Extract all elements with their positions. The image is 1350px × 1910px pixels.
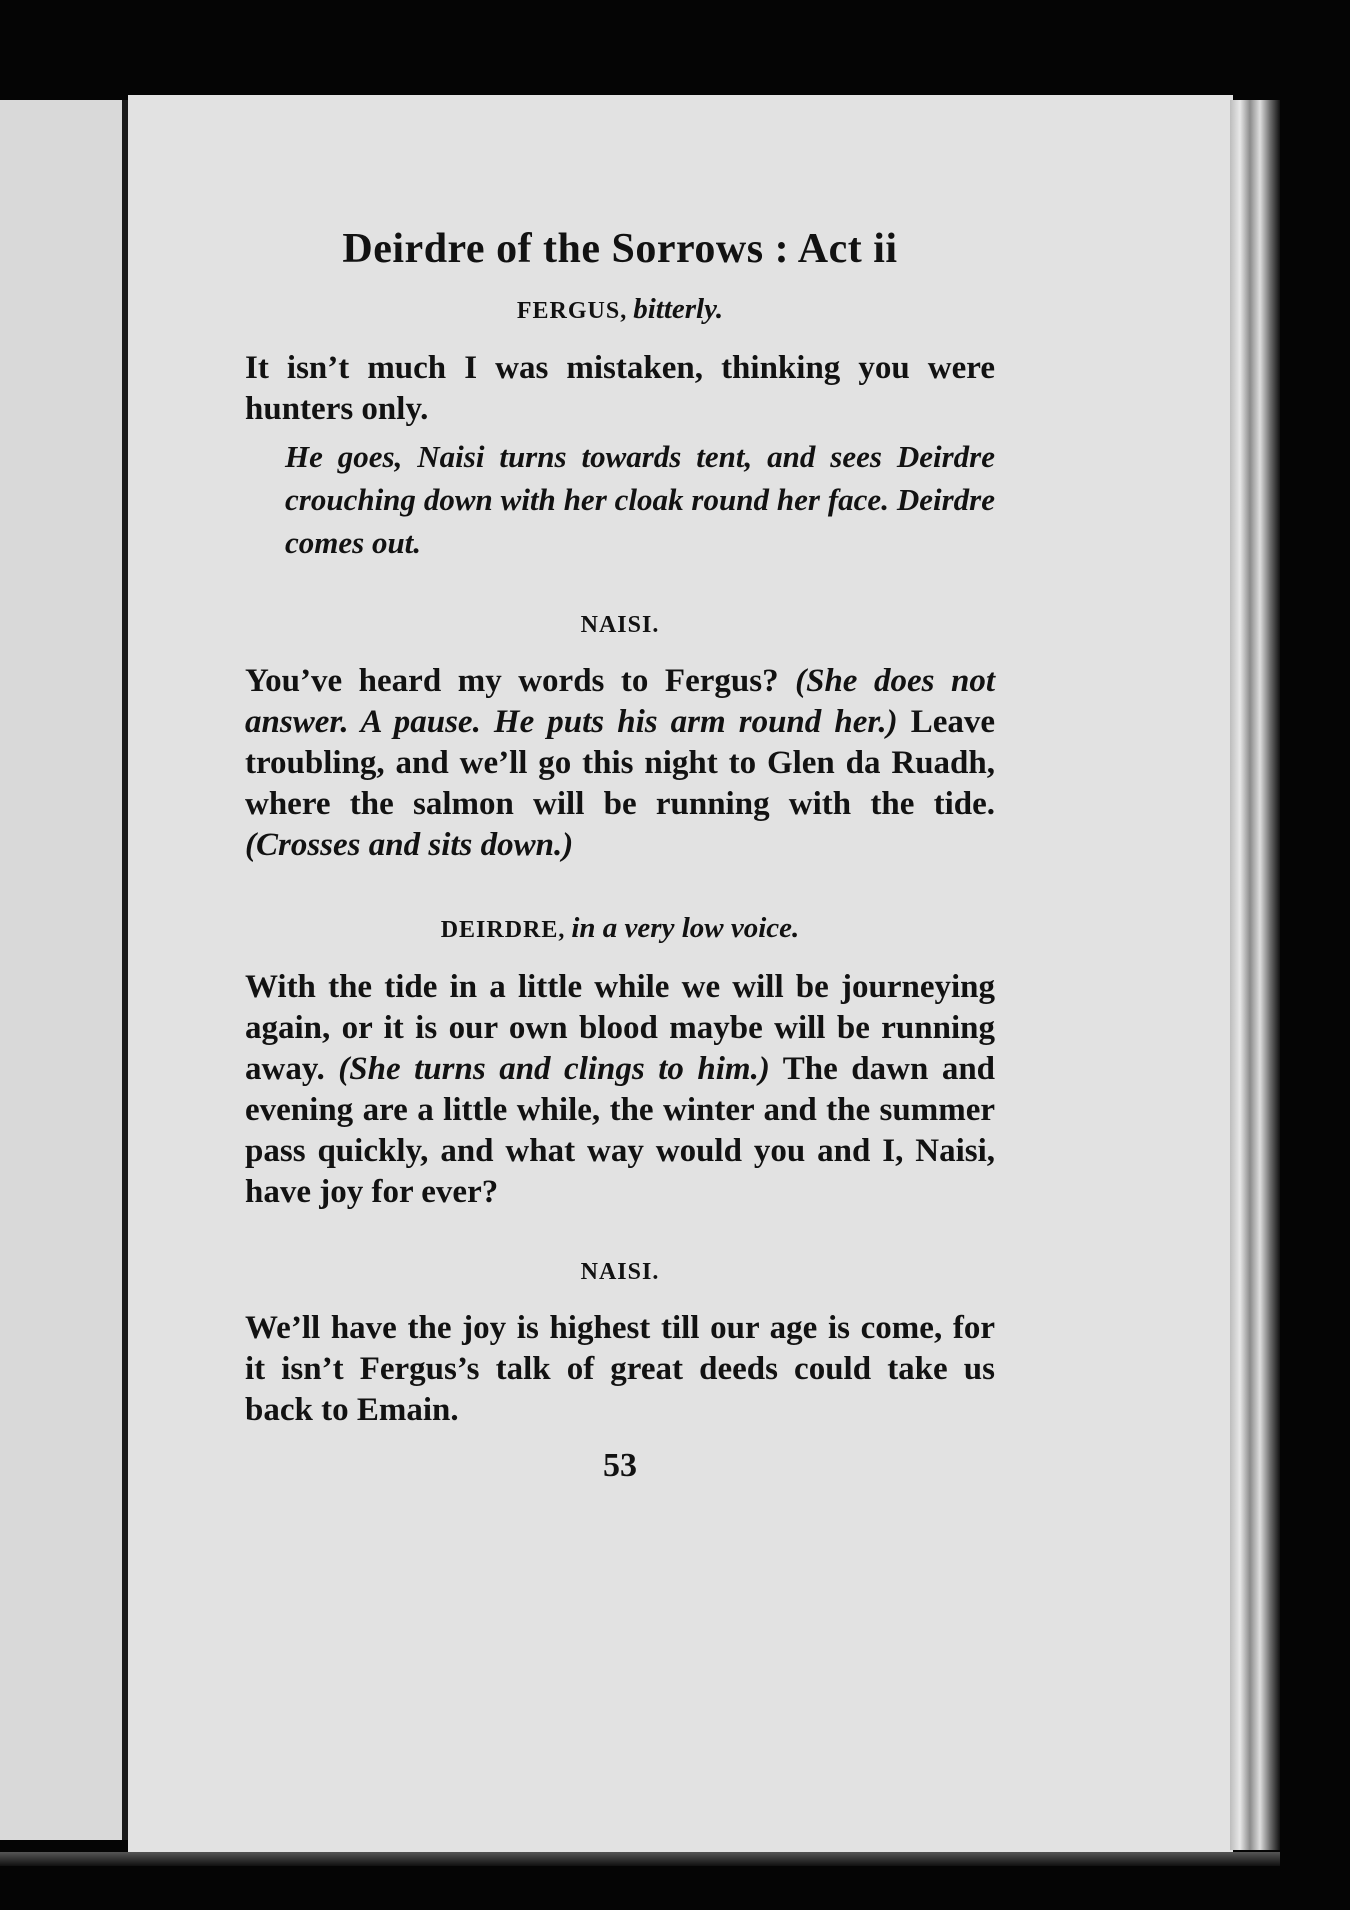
facing-page-edge — [0, 100, 128, 1840]
speaker-heading-naisi — [245, 612, 995, 639]
speech-text: You’ve heard my words to Fergus? — [245, 663, 779, 699]
speaker-name: NAISI. — [580, 612, 660, 638]
speaker-direction: bitterly. — [633, 293, 724, 325]
speech-text: With the tide in a little while we will be journeying again, or it is our own blood maybe will be running away. — [245, 969, 995, 1087]
speaker-name: DEIRDRE, — [440, 917, 566, 943]
speaker-name: FERGUS, — [516, 298, 628, 324]
speech-fergus: It isn’t much I was mistaken, thinking you were hunters only. — [245, 350, 995, 427]
speaker-heading-naisi — [245, 1259, 995, 1286]
page-number: 53 — [603, 1447, 637, 1484]
page-content — [245, 225, 995, 1485]
page-title: Deirdre of the Sorrows : Act ii — [342, 226, 898, 272]
speech-text: Leave troubling, and we’ll go this night to Glen da Ruadh, where the salmon will be running with the tide. — [245, 704, 996, 822]
speech-naisi — [245, 661, 995, 866]
speaker-name: NAISI. — [580, 1259, 660, 1285]
stage-direction: He goes, Naisi turns towards tent, and sees Deirdre crouching down with her cloak round her face. Deirdre comes out. — [285, 439, 995, 560]
speaker-heading-deirdre — [245, 912, 995, 945]
inline-stage-direction: (Crosses and sits down.) — [245, 827, 574, 863]
speech-text: The dawn and evening are a little while, the winter and the summer pass quickly, and what way would you and I, Naisi, have joy for ever? — [245, 1051, 996, 1210]
speaker-direction: in a very low voice. — [571, 912, 800, 944]
page-stack-edge — [1230, 100, 1280, 1850]
speech-deirdre — [245, 967, 995, 1213]
inline-stage-direction: (She does not answer. A pause. He puts his arm round her.) — [245, 663, 996, 740]
inline-stage-direction: (She turns and clings to him.) — [338, 1051, 770, 1087]
speaker-heading-fergus — [245, 293, 995, 326]
book-bottom-edge — [0, 1852, 1280, 1866]
speech-naisi: We’ll have the joy is highest till our age is come, for it isn’t Fergus’s talk of great deeds could take us back to Emain. — [245, 1310, 995, 1428]
